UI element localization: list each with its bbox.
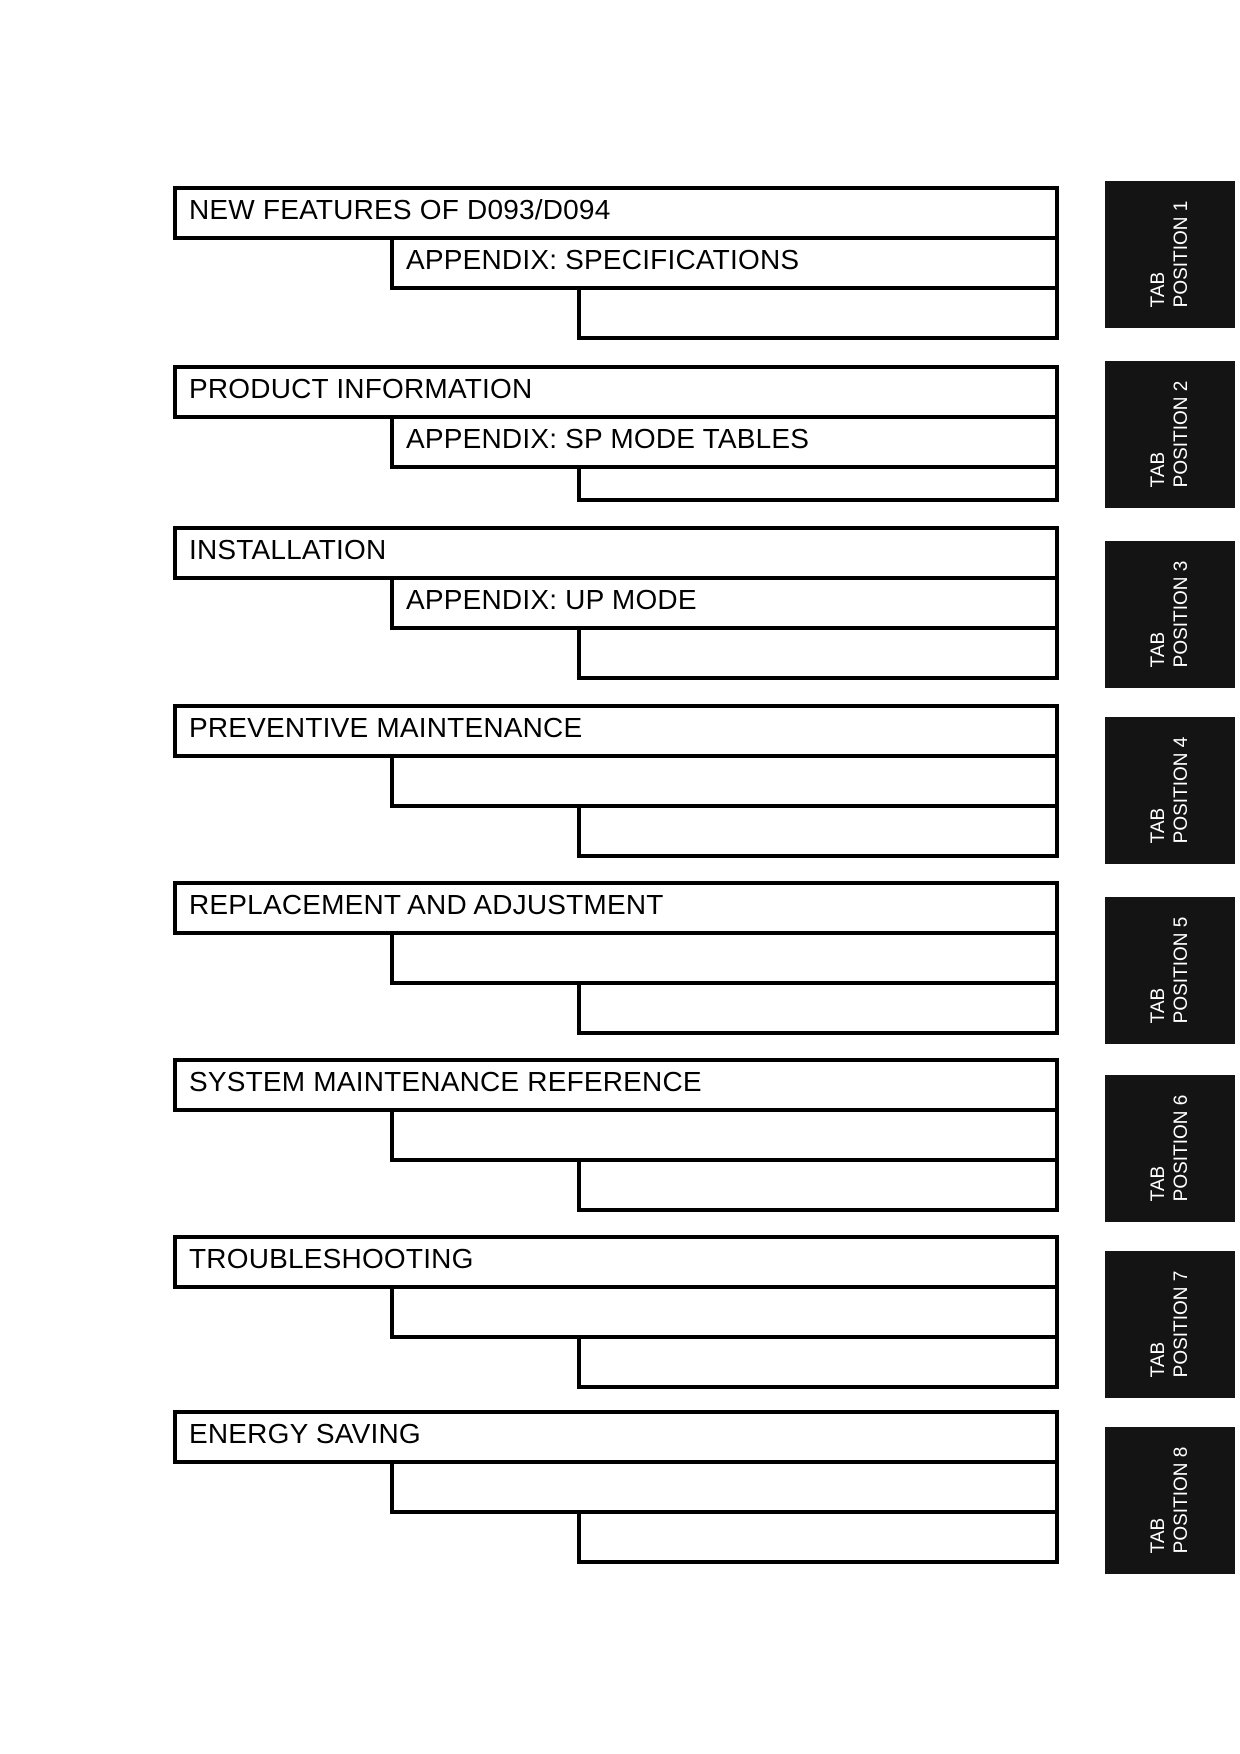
section-subtitle-box	[390, 415, 1059, 469]
section-subtitle-box	[390, 754, 1059, 808]
section-blank-box	[577, 286, 1059, 340]
section-title: INSTALLATION	[189, 534, 387, 565]
tab-label	[1147, 1095, 1193, 1202]
section-title: NEW FEATURES OF D093/D094	[189, 194, 611, 225]
section-subtitle: APPENDIX: UP MODE	[406, 584, 697, 615]
section-subtitle: APPENDIX: SPECIFICATIONS	[406, 244, 800, 275]
section-blank-box	[577, 804, 1059, 858]
section-title-box	[173, 1235, 1059, 1289]
section-blank-box	[577, 981, 1059, 1035]
section-subtitle-box	[390, 1460, 1059, 1514]
section-title-box	[173, 1410, 1059, 1464]
tab-position-4	[1105, 717, 1235, 864]
tab-label-line1: TAB	[1148, 1517, 1169, 1554]
tab-label-line1: TAB	[1148, 451, 1169, 488]
section-subtitle-box	[390, 1285, 1059, 1339]
tab-label-line2: POSITION 2	[1171, 380, 1192, 488]
tab-label	[1147, 737, 1193, 844]
tab-label	[1147, 381, 1193, 488]
tab-label-line1: TAB	[1148, 807, 1169, 844]
tab-position-6	[1105, 1075, 1235, 1222]
tab-label	[1147, 201, 1193, 308]
tab-label-line2: POSITION 3	[1171, 560, 1192, 668]
section-title-box	[173, 365, 1059, 419]
section-blank-box	[577, 465, 1059, 502]
tab-label-line1: TAB	[1148, 631, 1169, 668]
section-blank-box	[577, 1510, 1059, 1564]
section-title: PREVENTIVE MAINTENANCE	[189, 712, 583, 743]
tab-label-line2: POSITION 5	[1171, 916, 1192, 1024]
tab-position-7	[1105, 1251, 1235, 1398]
tab-label-line1: TAB	[1148, 1341, 1169, 1378]
section-title-box	[173, 881, 1059, 935]
section-title: TROUBLESHOOTING	[189, 1243, 474, 1274]
section-title: PRODUCT INFORMATION	[189, 373, 533, 404]
section-blank-box	[577, 1158, 1059, 1212]
tab-label	[1147, 561, 1193, 668]
tab-position-5	[1105, 897, 1235, 1044]
tab-label	[1147, 1271, 1193, 1378]
section-title: SYSTEM MAINTENANCE REFERENCE	[189, 1066, 702, 1097]
section-title-box	[173, 704, 1059, 758]
section-subtitle-box	[390, 1108, 1059, 1162]
section-subtitle-box	[390, 576, 1059, 630]
section-subtitle-box	[390, 931, 1059, 985]
section-title: ENERGY SAVING	[189, 1418, 421, 1449]
section-blank-box	[577, 1335, 1059, 1389]
section-blank-box	[577, 626, 1059, 680]
tab-label-line1: TAB	[1148, 987, 1169, 1024]
section-subtitle-box	[390, 236, 1059, 290]
tab-label-line2: POSITION 7	[1171, 1270, 1192, 1378]
section-subtitle: APPENDIX: SP MODE TABLES	[406, 423, 810, 454]
section-title-box	[173, 186, 1059, 240]
tab-label-line2: POSITION 4	[1171, 736, 1192, 844]
section-title-box	[173, 1058, 1059, 1112]
tab-label	[1147, 917, 1193, 1024]
tab-label-line1: TAB	[1148, 1165, 1169, 1202]
section-title: REPLACEMENT AND ADJUSTMENT	[189, 889, 664, 920]
tab-label	[1147, 1447, 1193, 1554]
tab-label-line1: TAB	[1148, 271, 1169, 308]
tab-position-3	[1105, 541, 1235, 688]
tab-position-8	[1105, 1427, 1235, 1574]
tab-position-1	[1105, 181, 1235, 328]
tab-label-line2: POSITION 8	[1171, 1446, 1192, 1554]
tab-label-line2: POSITION 1	[1171, 200, 1192, 308]
tab-position-2	[1105, 361, 1235, 508]
tab-label-line2: POSITION 6	[1171, 1094, 1192, 1202]
section-title-box	[173, 526, 1059, 580]
